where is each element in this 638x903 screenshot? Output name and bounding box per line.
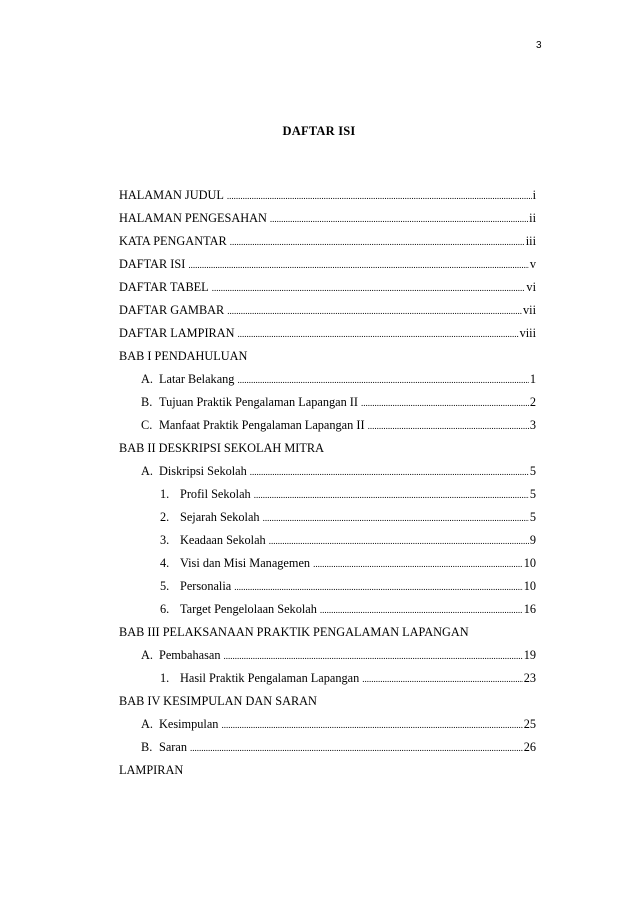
toc-entry — [119, 187, 536, 210]
toc-entry-label: Profil Sekolah — [180, 487, 251, 501]
dot-leader — [320, 602, 523, 618]
toc-entry-label: DAFTAR ISI — [119, 257, 186, 271]
toc-entry-label: Hasil Praktik Pengalaman Lapangan — [180, 671, 360, 685]
toc-entry — [119, 509, 536, 532]
toc-entry — [119, 739, 536, 762]
toc-entry-page: 19 — [523, 648, 536, 662]
toc-entry-label: HALAMAN JUDUL — [119, 188, 224, 202]
toc-entry — [119, 693, 536, 716]
toc-entry-label: DAFTAR LAMPIRAN — [119, 326, 235, 340]
toc-entry-page: 26 — [523, 740, 536, 754]
toc-entry-label: Pembahasan — [159, 648, 221, 662]
toc-entry — [119, 256, 536, 279]
toc-entry-page: v — [529, 257, 536, 271]
toc-entry-number: 5. — [160, 579, 170, 593]
toc-entry-number: A. — [141, 717, 153, 731]
toc-entry-number: 1. — [160, 671, 170, 685]
toc-entry-page: 5 — [529, 510, 536, 524]
toc-entry-label: Manfaat Praktik Pengalaman Lapangan II — [159, 418, 365, 432]
toc-entry-number: A. — [141, 464, 153, 478]
toc-entry-label: DAFTAR GAMBAR — [119, 303, 225, 317]
toc-entry-number: A. — [141, 372, 153, 386]
dot-leader — [263, 510, 529, 526]
toc-entry-label: Visi dan Misi Managemen — [180, 556, 311, 570]
toc-entry-page: 5 — [529, 487, 536, 501]
toc-entry-label: Latar Belakang — [159, 372, 235, 386]
toc-entry-label: Diskripsi Sekolah — [159, 464, 247, 478]
toc-entry-label: Target Pengelolaan Sekolah — [180, 602, 317, 616]
toc-entry-label: Tujuan Praktik Pengalaman Lapangan II — [159, 395, 358, 409]
page-title: DAFTAR ISI — [282, 124, 356, 138]
toc-entry — [119, 233, 536, 256]
dot-leader — [313, 556, 523, 572]
dot-leader — [270, 211, 528, 227]
dot-leader — [368, 418, 529, 434]
toc-entry-label: BAB III PELAKSANAAN PRAKTIK PENGALAMAN LAPANGAN — [119, 625, 469, 639]
dot-leader — [223, 648, 522, 664]
dot-leader — [361, 395, 529, 411]
toc-entry-number: 4. — [160, 556, 170, 570]
toc-entry — [119, 762, 536, 785]
toc-entry-page: 3 — [529, 418, 536, 432]
toc-entry-label: Kesimpulan — [159, 717, 219, 731]
toc-entry — [119, 279, 536, 302]
toc-entry-page: i — [532, 188, 536, 202]
dot-leader — [227, 303, 522, 319]
toc-entry-page: 10 — [523, 579, 536, 593]
dot-leader — [188, 257, 529, 273]
toc-entry-page: 1 — [529, 372, 536, 386]
toc-entry-number: 3. — [160, 533, 170, 547]
page-number: 3 — [536, 40, 542, 51]
toc-entry-page: 2 — [529, 395, 536, 409]
dot-leader — [234, 579, 522, 595]
toc-entry-page: 10 — [523, 556, 536, 570]
toc-entry-label: BAB IV KESIMPULAN DAN SARAN — [119, 694, 317, 708]
toc-entry — [119, 440, 536, 463]
toc-entry-label: HALAMAN PENGESAHAN — [119, 211, 267, 225]
toc-entry — [119, 210, 536, 233]
toc-entry — [119, 601, 536, 624]
toc-entry-number: 2. — [160, 510, 170, 524]
toc-entry — [119, 647, 536, 670]
toc-entry-page: 25 — [523, 717, 536, 731]
toc-entry — [119, 555, 536, 578]
toc-entry-label: Saran — [159, 740, 187, 754]
toc-entry-label: Keadaan Sekolah — [180, 533, 266, 547]
dot-leader — [230, 234, 525, 250]
table-of-contents — [119, 187, 536, 785]
toc-entry-page: iii — [525, 234, 536, 248]
toc-entry-label: BAB II DESKRIPSI SEKOLAH MITRA — [119, 441, 324, 455]
dot-leader — [212, 280, 526, 296]
toc-entry-label: KATA PENGANTAR — [119, 234, 227, 248]
dot-leader — [362, 671, 522, 687]
toc-entry-page: 5 — [529, 464, 536, 478]
toc-entry — [119, 463, 536, 486]
toc-entry — [119, 486, 536, 509]
toc-entry-number: 6. — [160, 602, 170, 616]
toc-entry-page: 9 — [529, 533, 536, 547]
toc-entry — [119, 532, 536, 555]
toc-entry-page: vi — [526, 280, 536, 294]
dot-leader — [237, 372, 528, 388]
dot-leader — [190, 740, 523, 756]
toc-entry-number: 1. — [160, 487, 170, 501]
toc-entry — [119, 624, 536, 647]
toc-entry-page: viii — [519, 326, 536, 340]
dot-leader — [238, 326, 519, 342]
toc-entry — [119, 348, 536, 371]
toc-entry-number: C. — [141, 418, 153, 432]
toc-entry-number: B. — [141, 395, 153, 409]
toc-entry-label: Sejarah Sekolah — [180, 510, 260, 524]
toc-entry-number: A. — [141, 648, 153, 662]
dot-leader — [269, 533, 529, 549]
toc-entry-label: LAMPIRAN — [119, 763, 184, 777]
toc-entry — [119, 716, 536, 739]
toc-entry-page: vii — [523, 303, 536, 317]
toc-entry-label: Personalia — [180, 579, 232, 593]
dot-leader — [227, 188, 532, 204]
dot-leader — [221, 717, 522, 733]
toc-entry — [119, 394, 536, 417]
toc-entry-page: ii — [529, 211, 536, 225]
toc-entry-label: DAFTAR TABEL — [119, 280, 209, 294]
toc-entry — [119, 670, 536, 693]
toc-entry-label: BAB I PENDAHULUAN — [119, 349, 248, 363]
toc-entry — [119, 302, 536, 325]
toc-entry — [119, 371, 536, 394]
toc-entry-page: 16 — [523, 602, 536, 616]
dot-leader — [250, 464, 529, 480]
dot-leader — [254, 487, 529, 503]
toc-entry — [119, 578, 536, 601]
toc-entry-number: B. — [141, 740, 153, 754]
toc-entry — [119, 417, 536, 440]
toc-entry — [119, 325, 536, 348]
toc-entry-page: 23 — [523, 671, 536, 685]
